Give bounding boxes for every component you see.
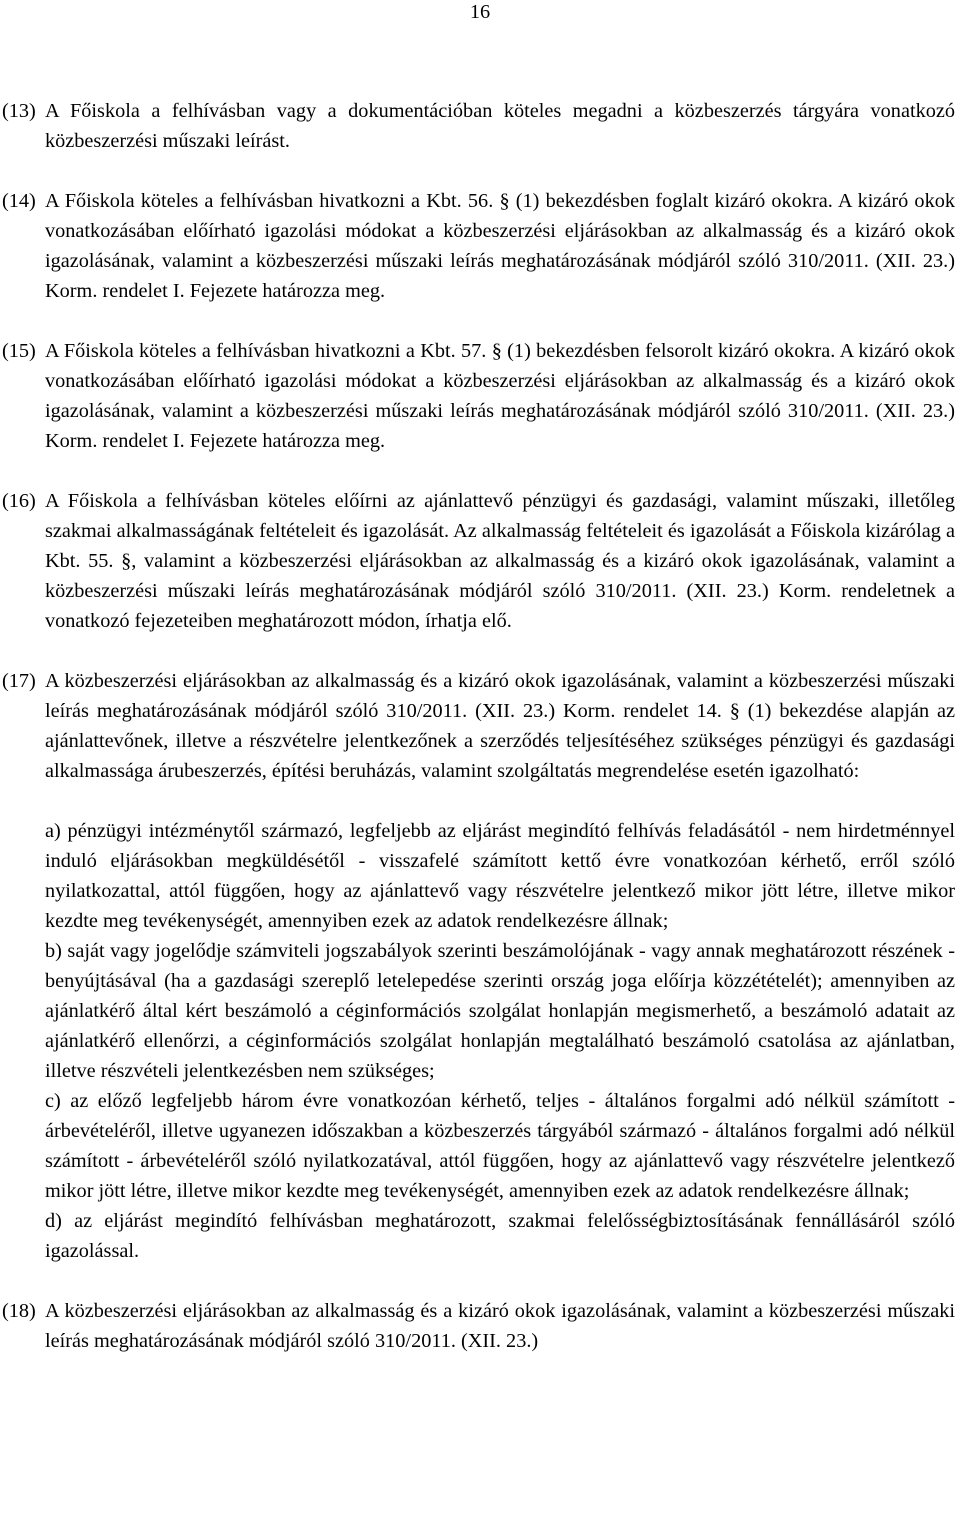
paragraph-text: A Főiskola a felhívásban vagy a dokumentációban köteles megadni a közbeszerzés tárgyára vonatkozó közbeszerzési műszaki leírást. — [45, 100, 955, 152]
document-body — [0, 96, 960, 1386]
paragraph-text: A közbeszerzési eljárásokban az alkalmasság és a kizáró okok igazolásának, valamint a közbeszerzési műszaki leírás meghatározásának módjáról szóló 310/2011. (XII. 23.) — [45, 1300, 955, 1352]
paragraph-17 — [0, 666, 960, 1266]
spacer — [45, 786, 955, 816]
paragraph-16 — [0, 486, 960, 636]
paragraph-15 — [0, 336, 960, 456]
paragraph-18 — [0, 1296, 960, 1356]
paragraph-number: (16) — [2, 490, 36, 512]
paragraph-text: A Főiskola a felhívásban köteles előírni az ajánlattevő pénzügyi és gazdasági, valamint műszaki, illetőleg szakmai alkalmasságának feltételeit és igazolását. Az alkalmasság feltételeit és igazolását a Főiskola kizárólag a Kbt. 55. §, valamint a közbeszerzési eljárásokban az alkalmasság és a kizáró okok igazolásának, valamint a közbeszerzési műszaki leírás meghatározásának módjáról szóló 310/2011. (XII. 23.) Korm. rendeletnek a vonatkozó fejezeteiben meghatározott módon, írhatja elő. — [45, 490, 955, 632]
paragraph-text: A Főiskola köteles a felhívásban hivatkozni a Kbt. 56. § (1) bekezdésben foglalt kizáró okokra. A kizáró okok vonatkozásában előírható igazolási módokat a közbeszerzési eljárásokban az alkalmasság és a kizáró okok igazolásának, valamint a közbeszerzési műszaki leírás meghatározásának módjáról szóló 310/2011. (XII. 23.) Korm. rendelet I. Fejezete határozza meg. — [45, 190, 955, 302]
paragraph-body — [45, 666, 955, 1266]
paragraph-text: A közbeszerzési eljárásokban az alkalmasság és a kizáró okok igazolásának, valamint a közbeszerzési műszaki leírás meghatározásának módjáról szóló 310/2011. (XII. 23.) Korm. rendelet 14. § (1) bekezdése alapján az ajánlattevőnek, illetve a részvételre jelentkezőnek a szerződés teljesítéséhez szükséges pénzügyi és gazdasági alkalmassága árubeszerzés, építési beruházás, valamint szolgáltatás megrendelése esetén igazolható: — [45, 670, 955, 782]
list-item-d: d) az eljárást megindító felhívásban meghatározott, szakmai felelősségbiztosításának fennállásáról szóló igazolással. — [45, 1210, 955, 1262]
list-item-a: a) pénzügyi intézménytől származó, legfeljebb az eljárást megindító felhívás feladásától - nem hirdetménnyel induló eljárásokban megküldésétől - visszafelé számított kettő évre vonatkozóan kérhető, erről szóló nyilatkozattal, attól függően, hogy az ajánlattevő vagy részvételre jelentkező mikor jött létre, illetve mikor kezdte meg tevékenységét, amennyiben ezek az adatok rendelkezésre állnak; — [45, 820, 955, 932]
paragraph-14 — [0, 186, 960, 306]
paragraph-number: (13) — [2, 100, 36, 122]
paragraph-13 — [0, 96, 960, 156]
paragraph-number: (15) — [2, 340, 36, 362]
list-item-b: b) saját vagy jogelődje számviteli jogszabályok szerinti beszámolójának - vagy annak meghatározott részének - benyújtásával (ha a gazdasági szereplő letelepedése szerinti ország joga előírja közzétételét); amennyiben az ajánlatkérő által kért beszámoló a céginformációs szolgálat honlapján megismerhető, a beszámoló adatait az ajánlatkérő ellenőrzi, a céginformációs szolgálat honlapján megtalálható beszámoló csatolása az ajánlatban, illetve részvételi jelentkezésben nem szükséges; — [45, 940, 955, 1082]
page-number: 16 — [469, 1, 491, 23]
paragraph-number: (18) — [2, 1300, 36, 1322]
list-item-c: c) az előző legfeljebb három évre vonatkozóan kérhető, teljes - általános forgalmi adó nélkül számított - árbevételéről, illetve ugyanezen időszakban a közbeszerzés tárgyából származó - általános forgalmi adó nélkül számított - árbevételéről szóló nyilatkozatával, attól függően, hogy az ajánlattevő vagy részvételre jelentkező mikor jött létre, illetve mikor kezdte meg tevékenységét, amennyiben ezek az adatok rendelkezésre állnak; — [45, 1090, 955, 1202]
paragraph-text: A Főiskola köteles a felhívásban hivatkozni a Kbt. 57. § (1) bekezdésben felsorolt kizáró okokra. A kizáró okok vonatkozásában előírható igazolási módokat a közbeszerzési eljárásokban az alkalmasság és a kizáró okok igazolásának, valamint a közbeszerzési műszaki leírás meghatározásának módjáról szóló 310/2011. (XII. 23.) Korm. rendelet I. Fejezete határozza meg. — [45, 340, 955, 452]
paragraph-number: (14) — [2, 190, 36, 212]
paragraph-number: (17) — [2, 670, 36, 692]
